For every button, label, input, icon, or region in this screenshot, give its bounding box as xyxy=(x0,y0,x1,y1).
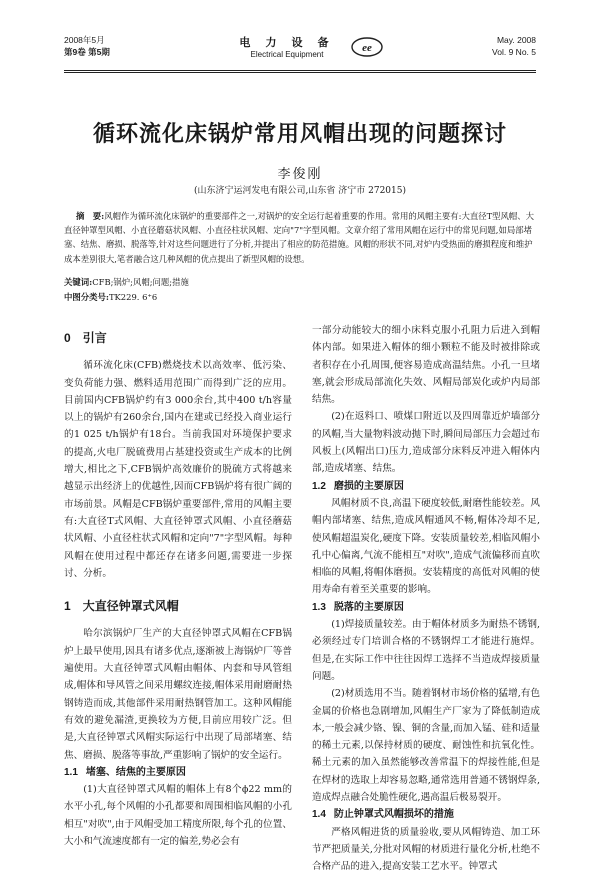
subsection-number: 1.2 xyxy=(312,480,326,492)
section-title: 大直径钟罩式风帽 xyxy=(82,599,179,614)
subsection-number: 1.4 xyxy=(312,809,326,821)
svg-text:ee: ee xyxy=(362,42,372,54)
left-column xyxy=(64,322,292,850)
article-author: 李俊刚 xyxy=(277,167,323,182)
paragraph: 严格风帽进货的质量验收,要从风帽铸造、加工环节严把质量关,分批对风帽的材质进行量化分析,杜绝不合格产品的进入,提高安装工艺水平。钟罩式 xyxy=(312,826,540,873)
section-number: 1 xyxy=(64,599,71,614)
journal-logo-icon xyxy=(350,36,384,58)
header-rule-thin xyxy=(64,72,536,73)
journal-name-en: Electrical Equipment xyxy=(250,50,324,59)
header-date: 2008年5月 xyxy=(64,35,105,45)
section-title: 引言 xyxy=(82,331,107,345)
abstract-label: 摘 要: xyxy=(76,211,105,221)
clc-number xyxy=(64,290,536,304)
subsection-title: 磨损的主要原因 xyxy=(333,480,404,492)
keywords-text: CFB;锅炉;风帽;问题;措施 xyxy=(92,277,189,287)
subsection-heading xyxy=(312,806,540,823)
section-heading xyxy=(64,598,292,615)
section-heading xyxy=(64,330,292,347)
subsection-title: 防止钟罩式风帽损坏的措施 xyxy=(333,809,454,821)
clc-label: 中图分类号: xyxy=(64,292,109,302)
subsection-number: 1.1 xyxy=(64,766,78,778)
subsection-heading xyxy=(312,478,540,495)
header-rule xyxy=(64,70,536,71)
article-affiliation: (山东济宁运河发电有限公司,山东省 济宁市 272015) xyxy=(194,186,406,196)
paragraph: (1)焊接质量较差。由于帽体材质多为耐热不锈钢,必须经过专门培训合格的不锈钢焊工才能进行施焊。但是,在实际工作中往往因焊工选择不当造成焊接质量问题。 xyxy=(312,619,540,682)
subsection-title: 脱落的主要原因 xyxy=(333,601,404,613)
journal-name xyxy=(222,34,352,59)
keywords xyxy=(64,275,536,289)
clc-text: TK229. 6⁺6 xyxy=(108,292,158,302)
section-number: 0 xyxy=(64,331,71,345)
keywords-label: 关键词: xyxy=(64,277,93,287)
subsection-heading xyxy=(64,764,292,781)
abstract-text: 风帽作为循环流化床锅炉的重要部件之一,对锅炉的安全运行起着重要的作用。常用的风帽主要有:大直径T型风帽、大直径钟罩型风帽、小直径蘑菇状风帽、小直径柱状风帽、定向"7"字型风帽。文章介绍了常用风帽在运行中的常见问题,如局部堵塞、结焦、磨损、脱落等,针对这些问题进行了分析,并提出了相应的防范措施。风帽的形状不同,对炉内受热面的磨损程度和维护成本差别很大,笔者融合这几种风帽的优点提出了新型风帽的设想。 xyxy=(64,211,535,264)
subsection-heading xyxy=(312,599,540,616)
paragraph: 哈尔滨锅炉厂生产的大直径钟罩式风帽在CFB锅炉上最早使用,因具有诸多优点,逐渐被上海锅炉厂等普遍使用。大直径钟罩式风帽由帽体、内套和导风管组成,帽体和导风管之间采用螺纹连接,帽体采用耐磨耐热钢铸造而成,其他部件采用耐热钢管加工。这种风帽能有效的避免漏渣,更换较为方便,目前应用较广泛。但是,大直径钟罩式风帽实际运行中出现了局部堵塞、结焦、磨损、脱落等事故,严重影响了锅炉的安全运行。 xyxy=(64,628,292,761)
paragraph: 一部分动能较大的细小床料克服小孔阻力后进入到帽体内部。如果进入帽体的细小颗粒不能及时被排除或者积存在小孔周围,便容易造成高温结焦。小孔一旦堵塞,就会形成局部流化失效、风帽局部炭化或炉内局部结焦。 xyxy=(312,325,540,406)
paragraph: (2)在返料口、喷煤口附近以及四周靠近炉墙部分的风帽,当大量物料波动抛下时,瞬间局部压力会超过布风板上(风帽出口)压力,造成部分床料反冲进入帽体内部,造成堵塞、结焦。 xyxy=(312,411,540,475)
abstract xyxy=(64,209,536,266)
paragraph: 风帽材质不良,高温下硬度较低,耐磨性能较差。风帽内部堵塞、结焦,造成风帽通风不畅,帽体冷却不足,使风帽超温炭化,硬度下降。安装质量较差,相临风帽小孔中心偏离,气流不能相互"对吹",造成气流偏移而直吹相临的风帽,将帽体磨损。安装精度的高低对风帽的使用寿命有着至关重要的影响。 xyxy=(312,497,540,596)
header-date-en: May. 2008 xyxy=(496,35,536,45)
subsection-title: 堵塞、结焦的主要原因 xyxy=(85,766,186,778)
subsection-number: 1.3 xyxy=(312,601,326,613)
paragraph: (2)材质选用不当。随着钢材市场价格的猛增,有色金属的价格也急剧增加,风帽生产厂家为了降低制造成本,一般会减少铬、镍、铜的含量,而加入锰、硅和适量的稀土元素,以保持材质的硬度、耐蚀性和抗氧化性。稀土元素的加入虽然能够改善常温下的焊接性能,但是在焊材的选取上却容易忽略,通常选用普通不锈钢焊条,造成焊点融合处脆性硬化,遇高温后极易裂开。 xyxy=(312,688,540,804)
running-header xyxy=(0,34,600,74)
header-volume-en: Vol. 9 No. 5 xyxy=(492,47,536,57)
header-left xyxy=(64,34,110,58)
paragraph: 循环流化床(CFB)燃烧技术以高效率、低污染、变负荷能力强、燃料适用范围广而得到广泛的应用。目前国内CFB锅炉约有3 000余台,其中400 t/h容量以上的锅炉有260余台,国内在建或已经投入商业运行的1 025 t/h锅炉有18台。当前我国对环境保护要求的提高,火电厂脱硫费用占基建投资或生产成本的比例增大,相比之下,CFB锅炉高效廉价的脱硫方式将越来越显示出经济上的优越性,因而CFB锅炉将有很广阔的市场前景。风帽是CFB锅炉重要部件,常用的风帽主要有:大直径T式风帽、大直径钟罩式风帽、小直径蘑菇状风帽、小直径柱状式风帽和定向"7"字型风帽。每种风帽在使用过程中都还存在诸多问题,需要进一步探讨、分析。 xyxy=(64,360,292,579)
right-column xyxy=(312,322,540,876)
journal-name-cn: 电 力 设 备 xyxy=(239,37,335,49)
article-title: 循环流化床锅炉常用风帽出现的问题探讨 xyxy=(92,121,507,147)
paragraph: (1)大直径钟罩式风帽的帽体上有8个ϕ22 mm的水平小孔,每个风帽的小孔都要和周围相临风帽的小孔相互"对吹",由于风帽受加工精度所限,每个孔的位置、大小和气流速度都有一定的偏差,势必会有 xyxy=(64,784,292,848)
header-right xyxy=(492,34,536,58)
header-volume: 第9卷 第5期 xyxy=(64,47,110,57)
